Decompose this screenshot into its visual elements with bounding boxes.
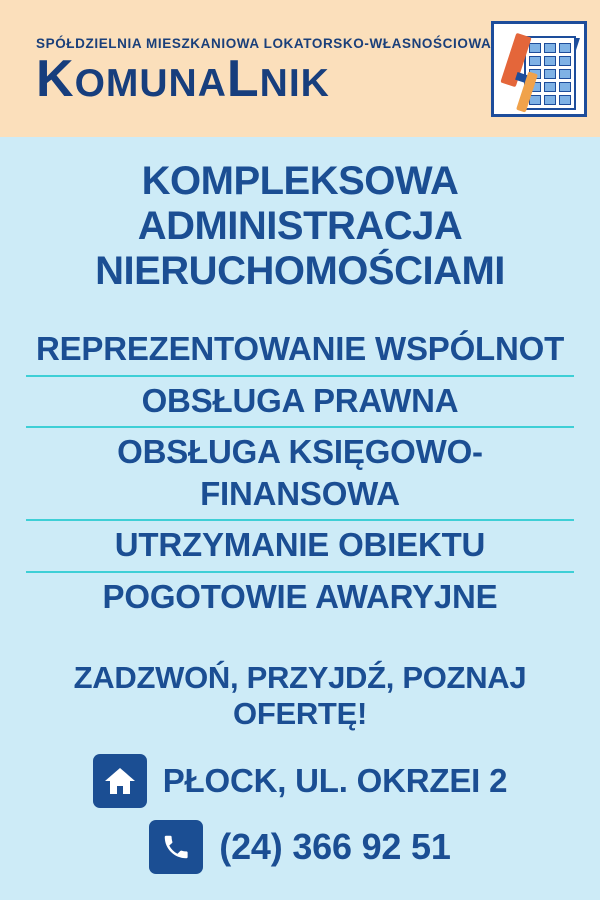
- phone-row: [20, 820, 580, 874]
- headline-line-2: NIERUCHOMOŚCIAMI: [95, 248, 505, 293]
- services-list: [20, 325, 580, 621]
- brand-block: [36, 32, 492, 108]
- address-text: PŁOCK, UL. OKRZEI 2: [162, 761, 508, 799]
- list-item: REPREZENTOWANIE WSPÓLNOT: [35, 330, 565, 368]
- call-to-action: ZADZWOŃ, PRZYJDŹ, POZNAJ OFERTĘ!: [73, 659, 527, 731]
- building-paintbrush-logo-icon: [491, 21, 587, 117]
- main-content: [0, 137, 600, 900]
- list-item: UTRZYMANIE OBIEKTU: [114, 526, 486, 564]
- phone-number: (24) 366 92 51: [219, 825, 451, 867]
- company-tagline: SPÓŁDZIELNIA MIESZKANIOWA LOKATORSKO-WŁASNOŚCIOWA: [36, 36, 492, 51]
- headline-line-1: KOMPLEKSOWA ADMINISTRACJA: [137, 159, 463, 248]
- phone-icon: [149, 820, 203, 874]
- header-band: [0, 0, 600, 137]
- home-icon: [93, 754, 147, 808]
- company-name: KOMUNALNIK: [36, 50, 330, 108]
- list-item: OBSŁUGA KSIĘGOWO-FINANSOWA: [117, 432, 483, 513]
- headline: [20, 159, 580, 293]
- list-item: POGOTOWIE AWARYJNE: [102, 577, 498, 615]
- address-row: [20, 754, 580, 808]
- list-item: OBSŁUGA PRAWNA: [141, 381, 459, 419]
